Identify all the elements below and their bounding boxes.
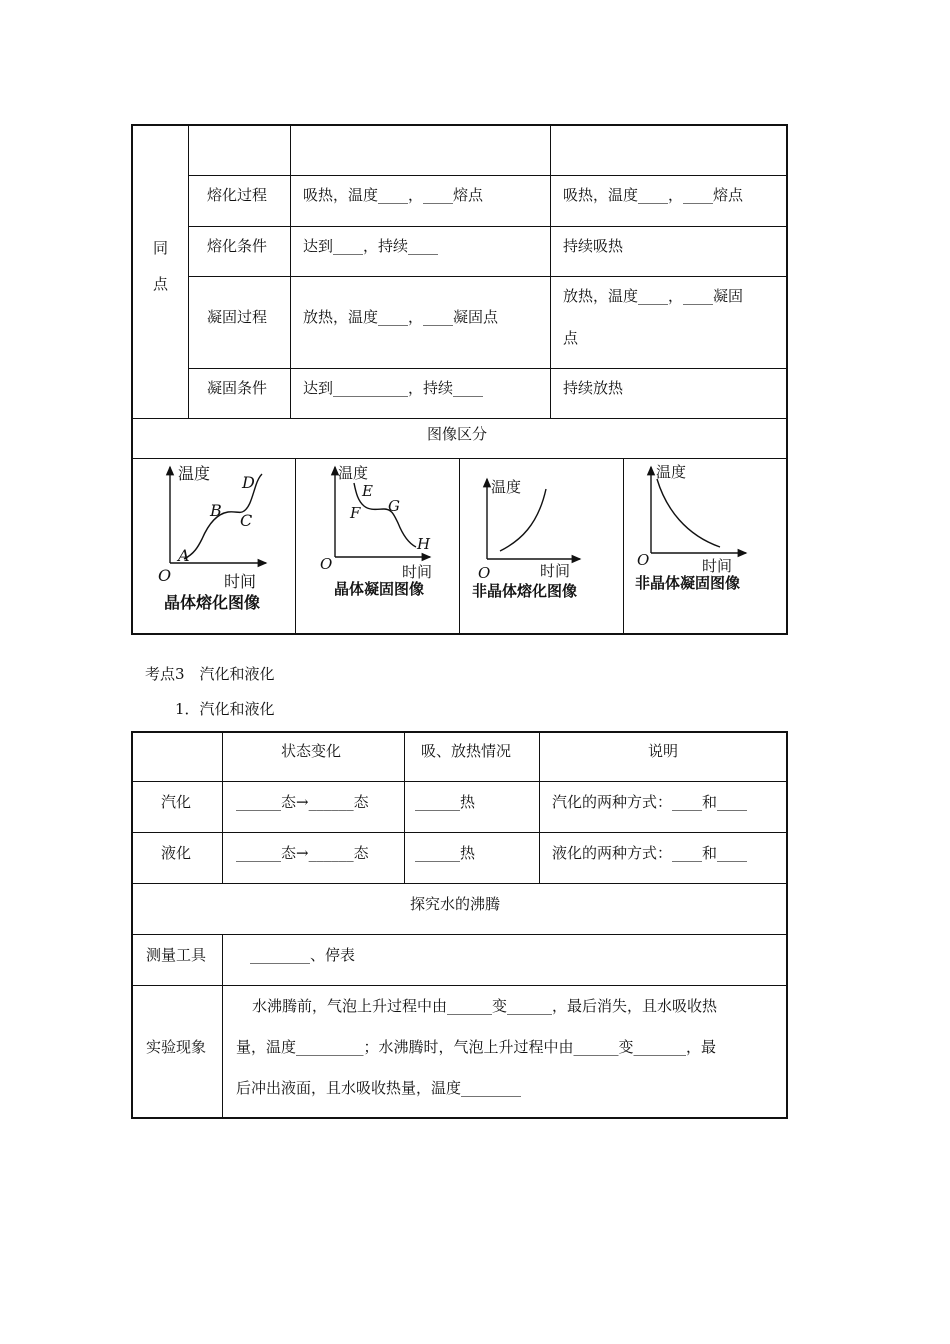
- graph4-xlabel: 时间: [702, 558, 733, 575]
- crystal-melting-condition: 达到____，持续____: [303, 237, 439, 255]
- graph2-origin: O: [320, 555, 333, 573]
- row-label-solidifying-process: 凝固过程: [207, 308, 268, 326]
- graph1-point-a: A: [178, 546, 190, 565]
- row-label-solidifying-condition: 凝固条件: [207, 379, 268, 397]
- graph4-ylabel: 温度: [656, 464, 687, 481]
- graph1-point-d: D: [242, 473, 255, 492]
- phenomenon-label: 实验现象: [146, 1038, 207, 1056]
- graph-noncrystal-solidifying-axes: [624, 459, 786, 633]
- graph2-point-h: H: [417, 535, 431, 553]
- graph4-origin: O: [637, 551, 650, 569]
- header-state-change: 状态变化: [281, 742, 342, 760]
- row-label-vaporization: 汽化: [161, 793, 192, 811]
- row-label-liquefaction: 液化: [161, 844, 192, 862]
- noncrystal-solidifying-condition: 持续放热: [563, 379, 624, 397]
- graph1-ylabel: 温度: [178, 466, 211, 483]
- graph4-caption: 非晶体凝固图像: [635, 575, 741, 592]
- graph3-xlabel: 时间: [540, 563, 571, 580]
- crystal-solidifying-condition: 达到__________，持续____: [303, 379, 484, 397]
- crystal-melting-process: 吸热，温度____，____熔点: [303, 186, 484, 204]
- vaporization-heat: ______热: [415, 793, 476, 811]
- graph2-caption: 晶体凝固图像: [334, 581, 425, 598]
- graph1-xlabel: 时间: [224, 574, 257, 591]
- liquefaction-state: ______态→______态: [236, 844, 369, 862]
- graph2-point-g: G: [388, 497, 400, 515]
- graph2-point-e: E: [362, 482, 373, 500]
- phenomenon-line-1: 水沸腾前，气泡上升过程中由______变______，最后消失，且水吸收热: [252, 997, 718, 1015]
- graph2-ylabel: 温度: [338, 465, 369, 482]
- section-subtitle: 1．汽化和液化: [175, 700, 275, 718]
- liquefaction-heat: ______热: [415, 844, 476, 862]
- noncrystal-solidifying-process-line1: 放热，温度____，____凝固: [563, 287, 744, 305]
- phenomenon-line-3: 后冲出液面，且水吸收热量，温度________: [236, 1079, 522, 1097]
- noncrystal-melting-condition: 持续吸热: [563, 237, 624, 255]
- graph-noncrystal-melting-axes: [460, 459, 623, 633]
- graph1-point-c: C: [240, 511, 253, 530]
- graph2-point-f: F: [350, 504, 361, 522]
- graph3-ylabel: 温度: [491, 479, 522, 496]
- crystal-solidifying-process: 放热，温度____，____凝固点: [303, 308, 499, 326]
- noncrystal-melting-process: 吸热，温度____，____熔点: [563, 186, 744, 204]
- experiment-title: 探究水的沸腾: [410, 895, 501, 913]
- left-label-char-2: 点: [153, 275, 169, 293]
- vaporization-note: 汽化的两种方式：____和____: [552, 793, 748, 811]
- vaporization-state: ______态→______态: [236, 793, 369, 811]
- row-label-melting-process: 熔化过程: [207, 186, 268, 204]
- graph3-caption: 非晶体熔化图像: [472, 583, 578, 600]
- noncrystal-melting-curve: [500, 489, 546, 551]
- noncrystal-solidifying-curve: [657, 479, 720, 547]
- row-label-melting-condition: 熔化条件: [207, 237, 268, 255]
- header-note: 说明: [648, 742, 679, 760]
- phenomenon-line-2: 量，温度_________；水沸腾时，气泡上升过程中由______变_______，最: [236, 1038, 717, 1056]
- liquefaction-note: 液化的两种方式：____和____: [552, 844, 748, 862]
- tools-value: ________、停表: [250, 946, 356, 964]
- graph-crystal-solidifying-axes: [296, 459, 459, 633]
- graph2-xlabel: 时间: [402, 564, 433, 581]
- graph3-origin: O: [478, 564, 491, 582]
- graph1-origin: O: [158, 566, 172, 585]
- noncrystal-solidifying-process-line2: 点: [563, 329, 579, 347]
- left-label-char-1: 同: [153, 239, 169, 257]
- tools-label: 测量工具: [146, 946, 207, 964]
- graph1-caption: 晶体熔化图像: [164, 595, 261, 612]
- graph1-point-b: B: [210, 501, 222, 520]
- graph-section-title: 图像区分: [427, 425, 488, 443]
- header-heat: 吸、放热情况: [421, 742, 512, 760]
- section-title: 考点3 汽化和液化: [145, 665, 275, 683]
